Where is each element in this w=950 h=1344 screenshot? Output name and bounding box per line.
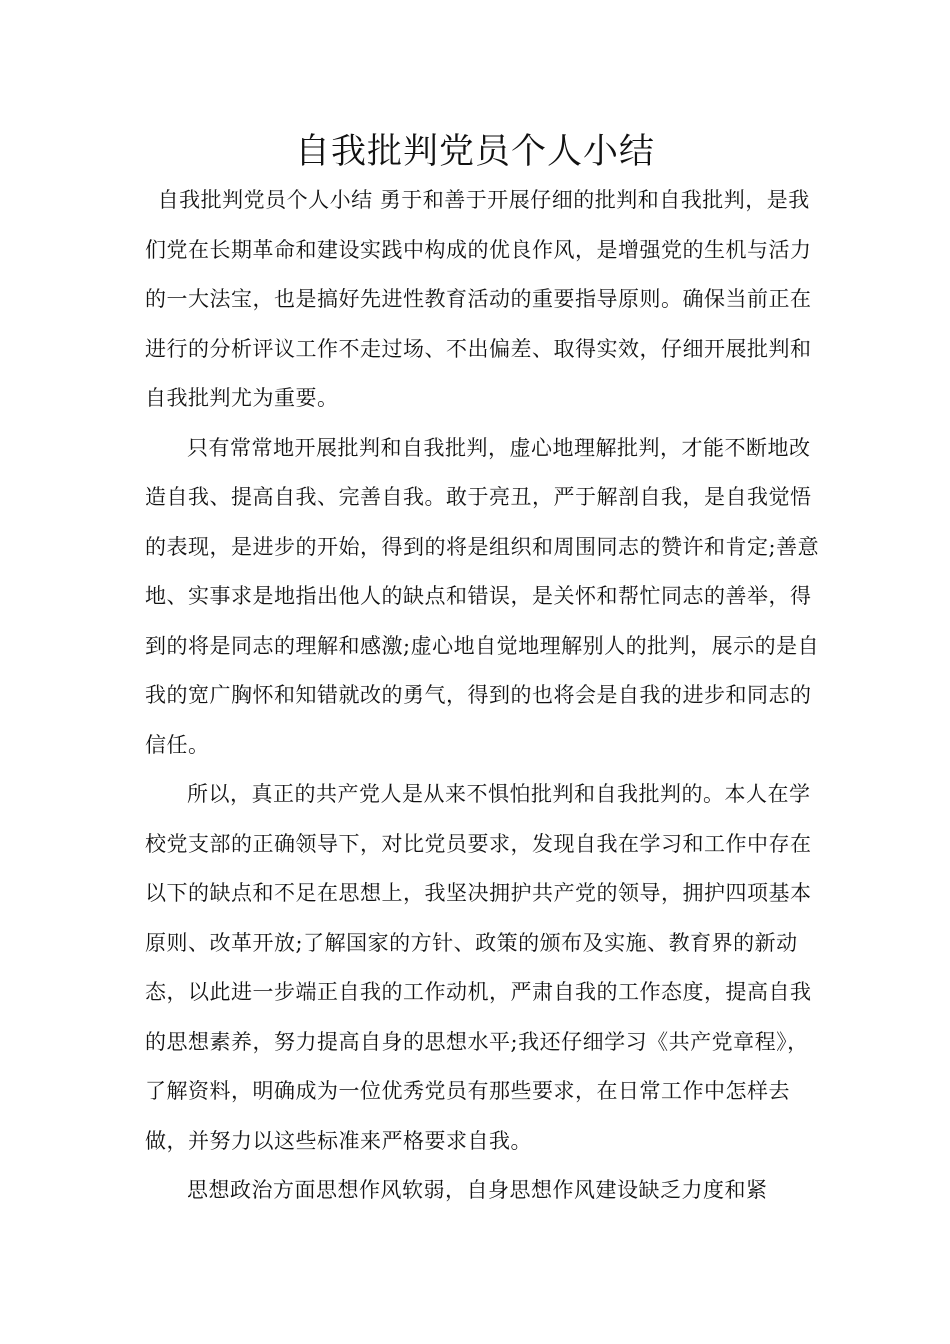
paragraph-4: 思想政治方面思想作风软弱，自身思想作风建设缺乏力度和紧 [187,1178,768,1202]
document-title: 自我批判党员个人小结 [294,132,655,172]
paragraph-3: 所以，真正的共产党人是从来不惧怕批判和自我批判的。本人在学校党支部的正确领导下，对比党员要求，发现自我在学习和工作中存在以下的缺点和不足在思想上，我坚决拥护共产党的领导，拥护四项基本原则、改革开放;了解国家的方针、政策的颁布及实施、教育界的新动态，以此进一步端正自我的工作动机，严肃自我的工作态度，提高自我的思想素养，努力提高自身的思想水平;我还仔细学习《共产党章程》，了解资料，明确成为一位优秀党员有那些要求，在日常工作中怎样去做，并努力以这些标准来严格要求自我。 [145,782,812,1153]
paragraph-2: 只有常常地开展批判和自我批判，虚心地理解批判，才能不断地改造自我、提高自我、完善自我。敢于亮丑，严于解剖自我，是自我觉悟的表现，是进步的开始，得到的将是组织和周围同志的赞许和肯定;善意地、实事求是地指出他人的缺点和错误，是关怀和帮忙同志的善举，得到的将是同志的理解和感激;虚心地自觉地理解别人的批判，展示的是自我的宽广胸怀和知错就改的勇气，得到的也将会是自我的进步和同志的信任。 [145,435,820,757]
document-body [145,176,825,1216]
paragraph-1: 自我批判党员个人小结 勇于和善于开展仔细的批判和自我批判，是我们党在长期革命和建设实践中构成的优良作风，是增强党的生机与活力的一大法宝，也是搞好先进性教育活动的重要指导原则。确保当前正在进行的分析评议工作不走过场、不出偏差、取得实效，仔细开展批判和自我批判尤为重要。 [145,188,812,410]
